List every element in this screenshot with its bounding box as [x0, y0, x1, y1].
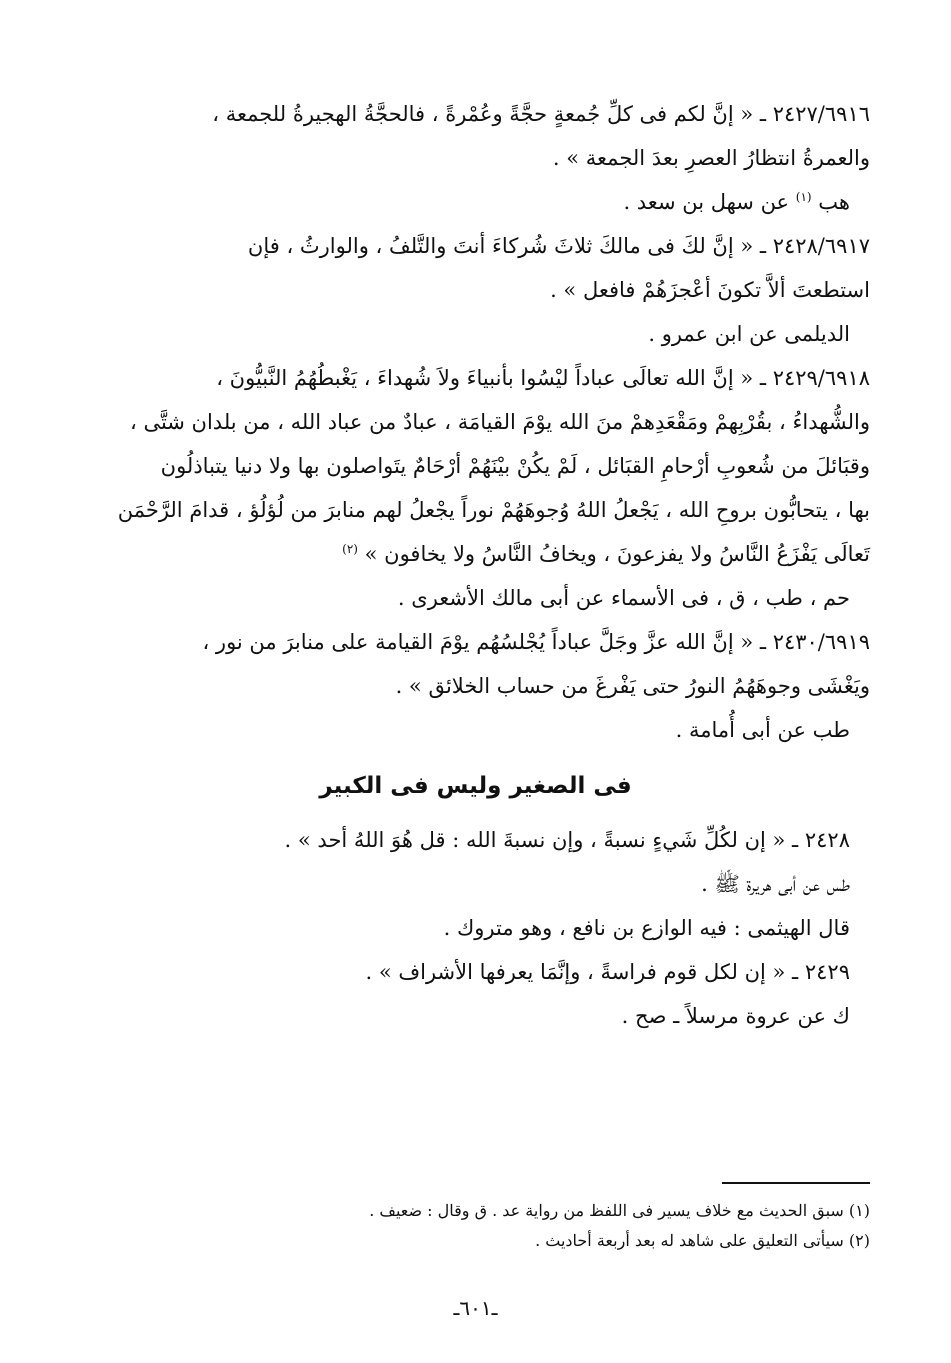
source-s2428: طس عن أبى هريرة ﷺ . [701, 872, 850, 896]
hadith-2429-line-4: بها ، يتحابُّون بروحِ الله ، يَجْعلُ اللهُ وُجوهَهُمْ نوراً يجْعلُ لهم منابرَ من لُؤلُؤ ، قدامَ الرَّحْمَن [117, 498, 870, 522]
hadith-2429-line-3: وقبَائلَ من شُعوبِ أرْحامِ القبَائل ، لَمْ يكُنْ بيْنَهُمْ أرْحَامٌ يتَواصلون بها ولا دنيا يتباذلُون [160, 454, 870, 478]
footnote-2: (٢) سيأتى التعليق على شاهد له بعد أربعة أحاديث . [535, 1231, 870, 1250]
footnote-ref-2: (٢) [342, 542, 358, 556]
hadith-2430-line-1: ٢٤٣٠/٦٩١٩ ـ « إنَّ الله عزَّ وجَلَّ عباداً يُجْلسُهُم يوْمَ القيامة على منابرَ من نور ، [202, 630, 870, 654]
hadith-s2429: ٢٤٢٩ ـ « إن لكل قوم فراسةً ، وإنَّمَا يعرفها الأشراف » . [365, 960, 850, 984]
footnotes [81, 1196, 870, 1256]
hadith-2430-line-2: ويَغْشَى وجوهَهُمُ النورُ حتى يَفْرغَ من حساب الخلائق » . [395, 674, 870, 698]
source-2430: طب عن أبى أُمامة . [675, 718, 850, 742]
source-2428: الديلمى عن ابن عمرو . [648, 322, 850, 346]
footnote-1: (١) سبق الحديث مع خلاف يسير فى اللفظ من رواية عد . ق وقال : ضعيف . [369, 1201, 870, 1220]
footnote-ref-1: (١) [795, 190, 812, 204]
hadith-2429-line-1: ٢٤٢٩/٦٩١٨ ـ « إنَّ الله تعالَى عباداً ليْسُوا بأنبياءَ ولاَ شُهداءَ ، يَغْبطُهُمُ النَّبيُّونَ ، [216, 366, 870, 390]
footnote-separator [722, 1182, 870, 1184]
source-2427-rest: عن سهل بن سعد . [623, 190, 790, 214]
hadith-2429-line-5-text: تَعالَى يَفْزَعُ النَّاسُ ولا يفزعونَ ، ويخافُ النَّاسُ ولا يخافون » [364, 542, 870, 566]
hadith-s2428: ٢٤٢٨ ـ « إن لكُلِّ شَيءٍ نسبةً ، وإن نسبةَ الله : قل هُوَ اللهُ أحد » . [284, 828, 850, 852]
source-2427-prefix: هب [818, 190, 850, 214]
main-text [81, 92, 870, 1038]
hadith-2427-line-1: ٢٤٢٧/٦٩١٦ ـ « إنَّ لكم فى كلِّ جُمعةٍ حجَّةً وعُمْرةً ، فالحجَّةُ الهجيرةُ للجمعة ، [212, 102, 870, 126]
hadith-2428-line-1: ٢٤٢٨/٦٩١٧ ـ « إنَّ لكَ فى مالكَ ثلاثَ شُركاءَ أنتَ والتَّلفُ ، والوارثُ ، فإن [247, 234, 870, 258]
hadith-2429-line-5 [81, 532, 870, 576]
source-2429: حم ، طب ، ق ، فى الأسماء عن أبى مالك الأشعرى . [397, 586, 850, 610]
comment-s2428: قال الهيثمى : فيه الوازع بن نافع ، وهو متروك . [443, 916, 850, 940]
page-number: ـ٦٠١ـ [453, 1296, 498, 1320]
source-s2429: ك عن عروة مرسلاً ـ صح . [621, 1004, 850, 1028]
source-2427 [81, 180, 870, 224]
section-heading: فى الصغير وليس فى الكبير [319, 773, 632, 799]
hadith-2429-line-2: والشُّهداءُ ، بقُرْبِهمْ ومَقْعَدِهمْ منَ الله يوْمَ القيامَة ، عبادٌ من عباد الله ، من بلدان شتَّى ، [129, 410, 870, 434]
hadith-2428-line-2: استطعتَ ألاَّ تكونَ أعْجزَهُمْ فافعل » . [550, 278, 870, 302]
hadith-2427-line-2: والعمرةُ انتظارُ العصرِ بعدَ الجمعة » . [552, 146, 870, 170]
